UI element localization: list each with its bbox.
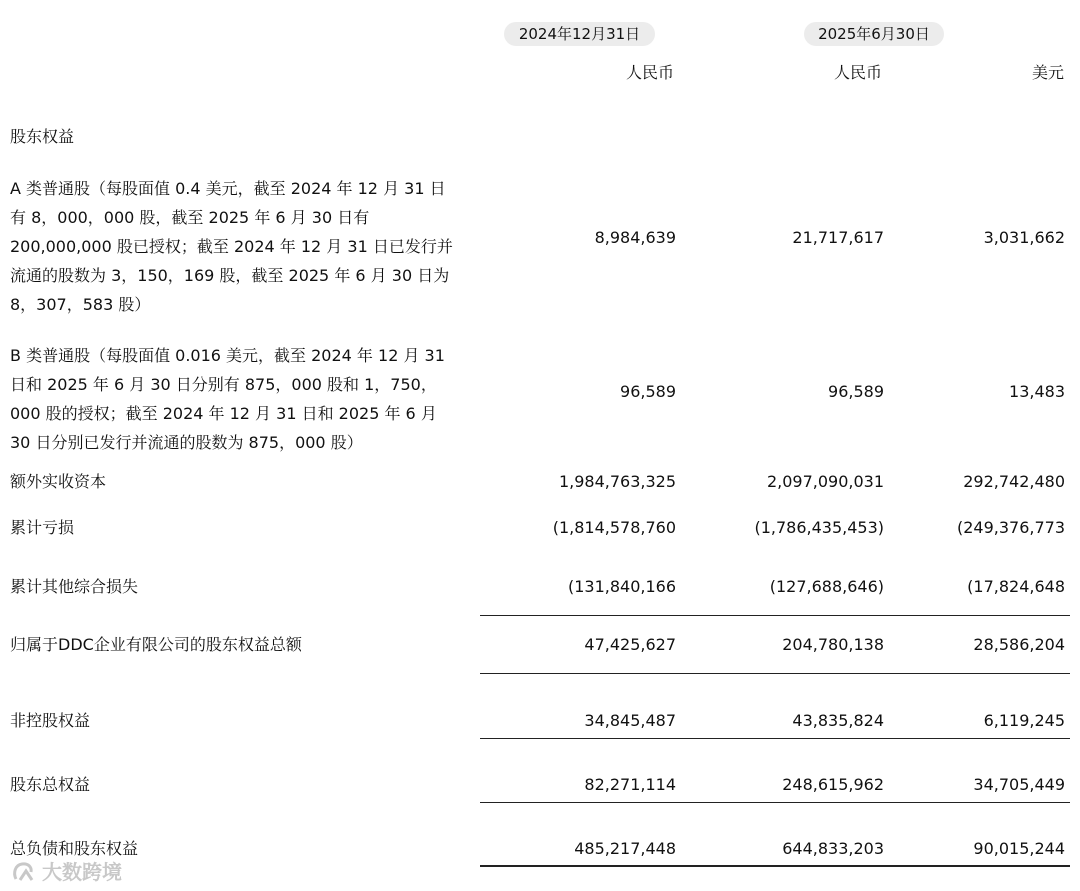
value-cell: 485,217,448 — [574, 839, 676, 858]
value-cell: 96,589 — [620, 382, 676, 401]
row-label-aoci: 累计其他综合损失 — [10, 577, 139, 596]
date-header-2024: 2024年12月31日 — [504, 22, 655, 46]
row-label-class-b — [10, 341, 445, 457]
row-label-line: 日和 2025 年 6 月 30 日分别有 875，000 股和 1，750， — [10, 375, 437, 394]
value-cell: 90,015,244 — [973, 839, 1065, 858]
value-cell: 47,425,627 — [584, 635, 676, 654]
row-label-line: 有 8，000，000 股，截至 2025 年 6 月 30 日有 — [10, 208, 370, 227]
row-label-total-liabilities-equity: 总负债和股东权益 — [10, 839, 139, 858]
value-cell: (131,840,166 — [567, 577, 676, 596]
divider — [480, 673, 1070, 674]
value-cell: 82,271,114 — [584, 775, 676, 794]
value-cell: (1,786,435,453) — [754, 518, 884, 537]
value-cell: 96,589 — [828, 382, 884, 401]
section-title: 股东权益 — [10, 127, 75, 146]
row-label-line: 30 日分别已发行并流通的股数为 875，000 股） — [10, 433, 363, 452]
currency-header-rmb-1: 人民币 — [625, 63, 674, 82]
row-label-noncontrolling: 非控股权益 — [10, 711, 91, 730]
divider — [480, 738, 1070, 739]
value-cell: 8,984,639 — [594, 228, 676, 247]
value-cell: 28,586,204 — [973, 635, 1065, 654]
value-cell: 2,097,090,031 — [766, 472, 884, 491]
row-label-total-equity: 股东总权益 — [10, 775, 91, 794]
row-label-class-a — [10, 174, 453, 319]
value-cell: 34,845,487 — [584, 711, 676, 730]
divider — [480, 802, 1070, 803]
watermark-text: 大数跨境 — [42, 860, 122, 884]
row-label-equity-attributable: 归属于DDC企业有限公司的股东权益总额 — [10, 635, 302, 654]
row-label-line: 8，307，583 股） — [10, 295, 151, 314]
value-cell: 1,984,763,325 — [558, 472, 676, 491]
divider — [480, 615, 1070, 616]
divider — [480, 865, 1070, 867]
value-cell: 6,119,245 — [983, 711, 1065, 730]
row-label-apic: 额外实收资本 — [10, 472, 107, 491]
value-cell: 204,780,138 — [782, 635, 884, 654]
row-label-line: 000 股的授权；截至 2024 年 12 月 31 日和 2025 年 6 月 — [10, 404, 437, 423]
value-cell: 292,742,480 — [963, 472, 1065, 491]
date-header-2025: 2025年6月30日 — [804, 22, 944, 46]
watermark-logo-icon — [12, 861, 38, 883]
row-label-line: 流通的股数为 3，150，169 股，截至 2025 年 6 月 30 日为 — [10, 266, 450, 285]
value-cell: 43,835,824 — [792, 711, 884, 730]
value-cell: 34,705,449 — [973, 775, 1065, 794]
value-cell: 21,717,617 — [792, 228, 884, 247]
value-cell: (1,814,578,760 — [552, 518, 676, 537]
value-cell: (249,376,773 — [956, 518, 1065, 537]
row-label-accumulated-deficit: 累计亏损 — [10, 518, 75, 537]
row-label-line: 200,000,000 股已授权；截至 2024 年 12 月 31 日已发行并 — [10, 237, 453, 256]
value-cell: 248,615,962 — [782, 775, 884, 794]
value-cell: (127,688,646) — [769, 577, 884, 596]
value-cell: (17,824,648 — [967, 577, 1065, 596]
row-label-line: B 类普通股（每股面值 0.016 美元，截至 2024 年 12 月 31 — [10, 346, 445, 365]
value-cell: 13,483 — [1009, 382, 1065, 401]
value-cell: 644,833,203 — [782, 839, 884, 858]
currency-header-rmb-2: 人民币 — [833, 63, 882, 82]
currency-header-usd: 美元 — [1031, 63, 1064, 82]
watermark — [12, 856, 122, 885]
value-cell: 3,031,662 — [983, 228, 1065, 247]
row-label-line: A 类普通股（每股面值 0.4 美元，截至 2024 年 12 月 31 日 — [10, 179, 446, 198]
